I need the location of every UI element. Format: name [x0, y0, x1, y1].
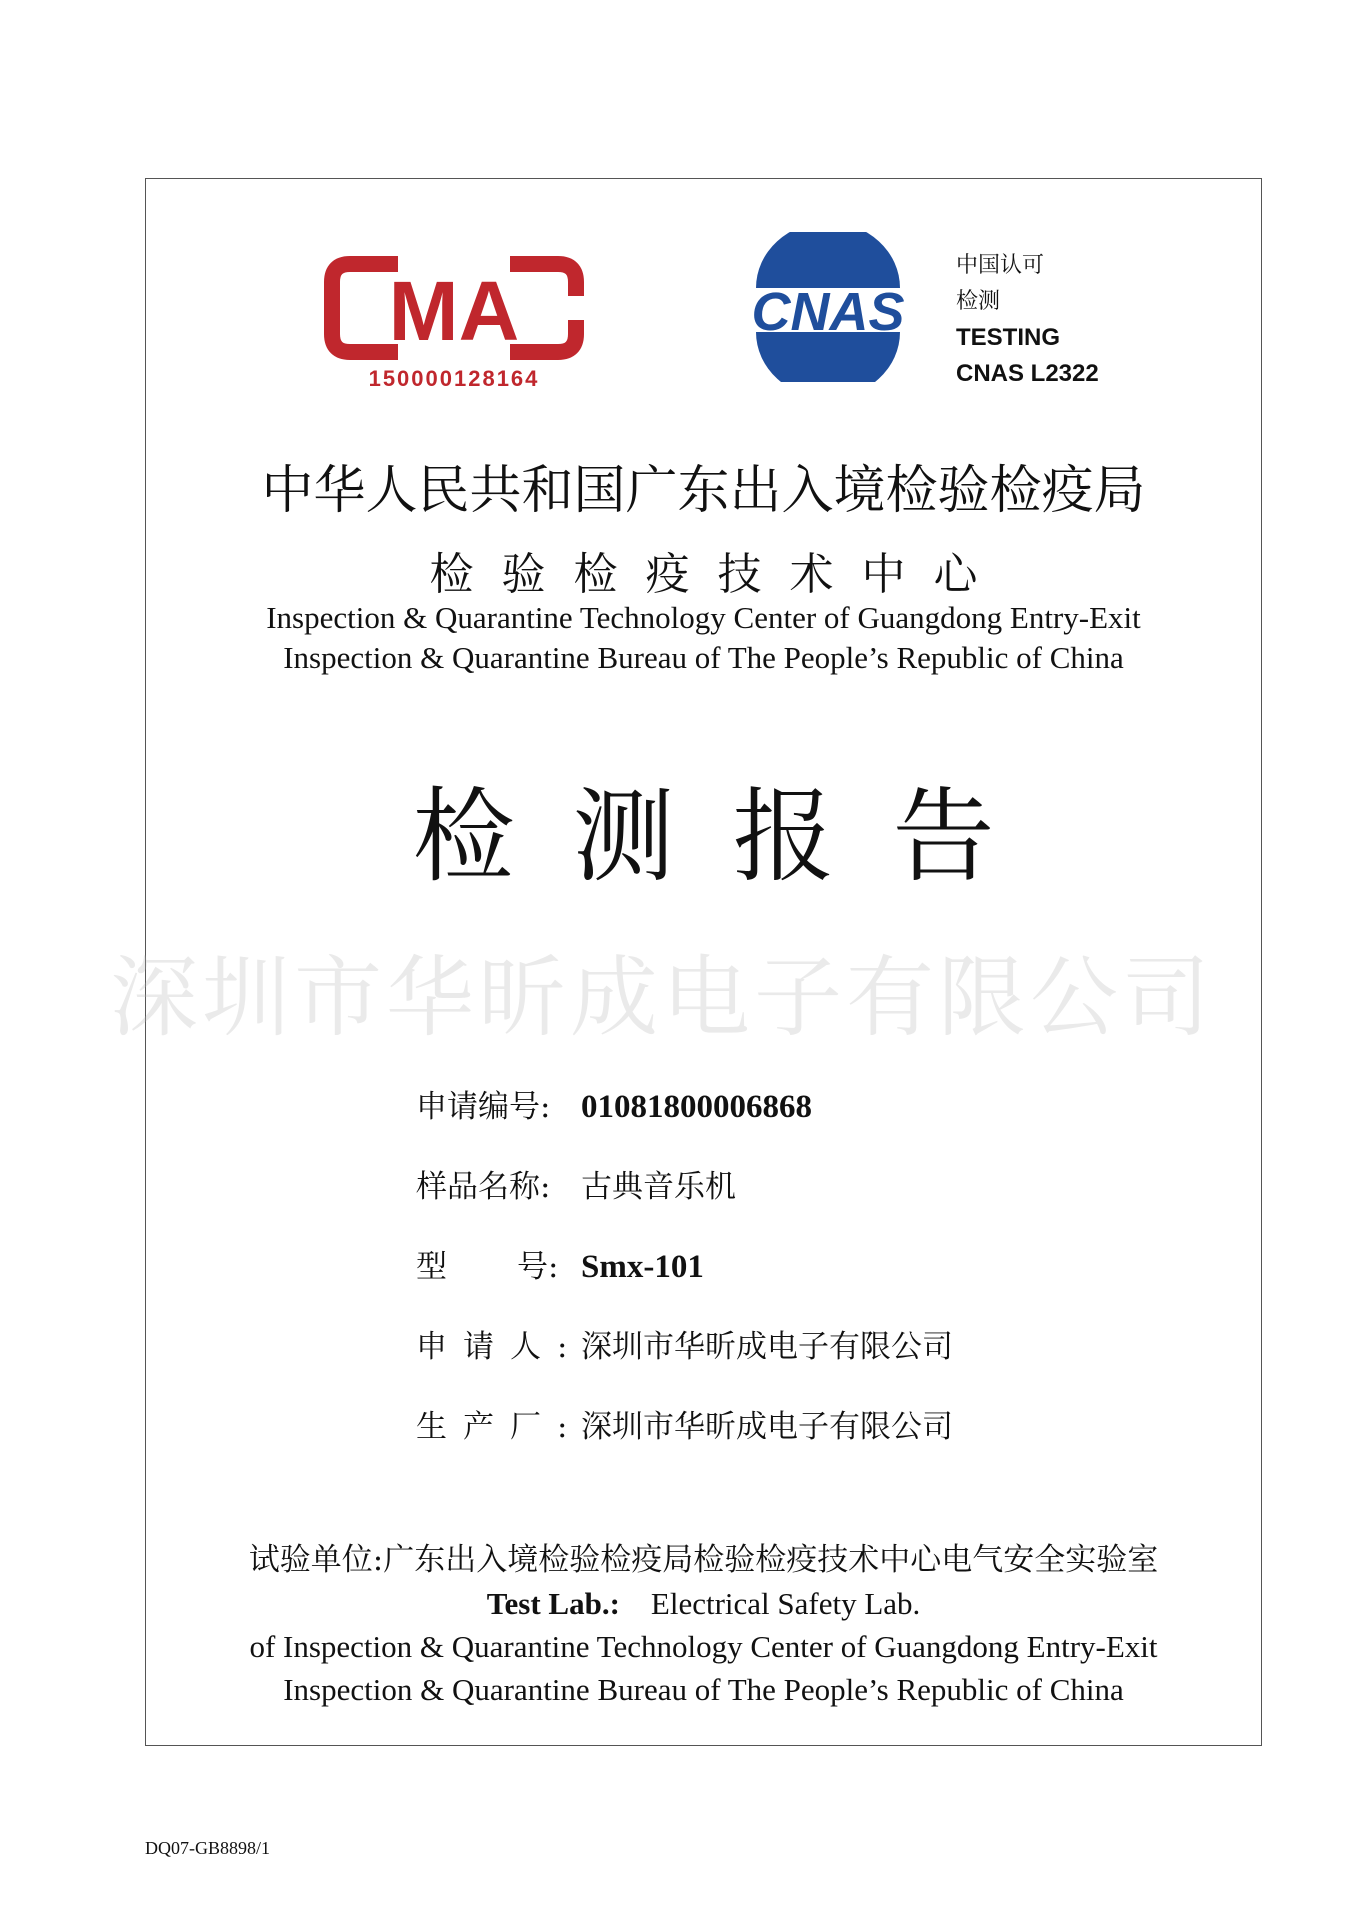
organization-name-en-line-1: Inspection & Quarantine Technology Center of Guangdong Entry-Exit — [266, 600, 1141, 635]
field-label-part-b: 号: — [517, 1249, 559, 1285]
cnas-line-1: 中国认可 — [956, 253, 1045, 278]
organization-name-en-line-2: Inspection & Quarantine Bureau of The People’s Republic of China — [283, 640, 1124, 675]
field-sample-name — [416, 1160, 953, 1240]
field-value: 01081800006868 — [581, 1089, 812, 1125]
cma-right-bracket-bottom — [510, 320, 576, 352]
field-label-part-a: 型 — [416, 1249, 447, 1285]
field-label: 申请编号: — [416, 1089, 551, 1125]
test-lab-block — [145, 1538, 1262, 1711]
field-value: 古典音乐机 — [581, 1169, 736, 1205]
cma-number: 150000128164 — [368, 366, 540, 391]
report-title: 检测报告 — [412, 778, 1053, 897]
organization-name-en — [145, 598, 1262, 678]
field-model — [416, 1240, 953, 1320]
cnas-letters: CNAS — [751, 282, 905, 342]
field-label — [416, 1240, 581, 1294]
document-code: DQ07-GB8898/1 — [145, 1838, 270, 1858]
test-lab-en-line-2: of Inspection & Quarantine Technology Center of Guangdong Entry-Exit — [249, 1629, 1158, 1664]
field-value: Smx-101 — [581, 1249, 704, 1285]
test-lab-name-en: Electrical Safety Lab. — [650, 1586, 921, 1621]
cnas-accreditation-text — [956, 248, 1099, 392]
cma-letters: MA — [388, 264, 520, 358]
cnas-logo — [728, 232, 928, 382]
field-manufacturer — [416, 1400, 953, 1480]
center-name-cn: 检验检疫技术中心 — [429, 549, 1006, 600]
field-value: 深圳市华昕成电子有限公司 — [581, 1409, 953, 1445]
watermark: 深圳市华昕成电子有限公司 — [110, 946, 1215, 1049]
cma-right-bracket-top — [510, 264, 576, 296]
field-label: 生产厂: — [416, 1409, 584, 1445]
test-lab-en-line-3: Inspection & Quarantine Bureau of The People’s Republic of China — [283, 1672, 1124, 1707]
test-lab-label-en: Test Lab.: — [486, 1586, 620, 1621]
test-lab-en-line-1 — [145, 1582, 1262, 1625]
report-fields — [416, 1080, 953, 1480]
cnas-line-3: TESTING — [956, 324, 1061, 351]
field-application-no — [416, 1080, 953, 1160]
field-label: 申请人: — [416, 1329, 584, 1365]
cma-logo — [310, 236, 598, 406]
field-value: 深圳市华昕成电子有限公司 — [581, 1329, 953, 1365]
cnas-logo-graphic — [728, 232, 928, 382]
cnas-line-4: CNAS L2322 — [956, 360, 1099, 387]
test-lab-name-cn: 广东出入境检验检疫局检验检疫技术中心电气安全实验室 — [383, 1542, 1159, 1578]
cma-logo-graphic — [310, 236, 598, 406]
field-label: 样品名称: — [416, 1169, 551, 1205]
test-lab-cn — [145, 1538, 1262, 1582]
organization-name-cn: 中华人民共和国广东出入境检验检疫局 — [261, 461, 1146, 521]
cnas-line-2: 检测 — [956, 289, 1001, 314]
test-lab-label-cn: 试验单位: — [248, 1542, 384, 1578]
field-applicant — [416, 1320, 953, 1400]
cnas-arc-top — [756, 232, 900, 288]
